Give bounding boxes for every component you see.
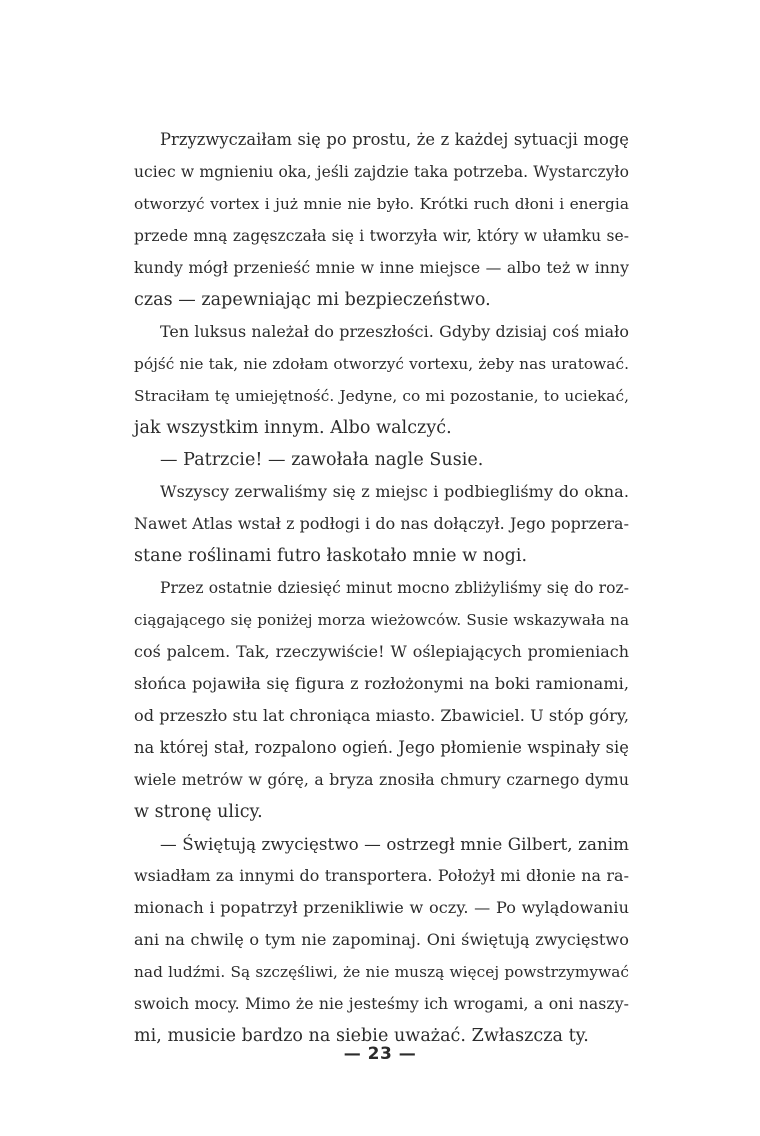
text-line: kundy mógł przenieść mnie w inne miejsce — albo też w inny (134, 258, 629, 277)
text-line: stane roślinami futro łaskotało mnie w nogi. (134, 546, 528, 566)
text-line: — Patrzcie! — zawołała nagle Susie. (160, 450, 484, 470)
text-line: Przez ostatnie dziesięć minut mocno zbliżyliśmy się do roz- (160, 579, 629, 597)
text-line: od przeszło stu lat chroniąca miasto. Zbawiciel. U stóp góry, (134, 706, 629, 725)
text-line: wsiadłam za innymi do transportera. Położył mi dłonie na ra- (134, 866, 629, 885)
text-line: pójść nie tak, nie zdołam otworzyć vortexu, żeby nas uratować. (134, 355, 629, 373)
text-line: swoich mocy. Mimo że nie jesteśmy ich wrogami, a oni naszy- (134, 994, 629, 1013)
text-line: jak wszystkim innym. Albo walczyć. (134, 418, 452, 438)
text-line: w stronę ulicy. (134, 802, 263, 822)
text-line: na której stał, rozpalono ogień. Jego płomienie wspinały się (134, 738, 629, 757)
text-line: — Świętują zwycięstwo — ostrzegł mnie Gilbert, zanim (160, 834, 629, 854)
text-line: wiele metrów w górę, a bryza znosiła chmury czarnego dymu (134, 770, 629, 789)
page-number: — 23 — (343, 1044, 417, 1064)
text-line: coś palcem. Tak, rzeczywiście! W oślepiających promieniach (134, 642, 629, 661)
text-line: ani na chwilę o tym nie zapominaj. Oni świętują zwycięstwo (134, 930, 629, 949)
text-line: otworzyć vortex i już mnie nie było. Krótki ruch dłoni i energia (134, 195, 629, 213)
text-line: uciec w mgnieniu oka, jeśli zajdzie taka potrzeba. Wystarczyło (134, 163, 629, 181)
body-text (134, 124, 629, 1052)
text-line: Wszyscy zerwaliśmy się z miejsc i podbiegliśmy do okna. (160, 482, 629, 501)
text-line: Nawet Atlas wstał z podłogi i do nas dołączył. Jego poprzera- (134, 514, 629, 533)
text-line: mionach i popatrzył przenikliwie w oczy. — Po wylądowaniu (134, 898, 629, 917)
text-line: Straciłam tę umiejętność. Jedyne, co mi pozostanie, to uciekać, (134, 387, 629, 405)
text-line: słońca pojawiła się figura z rozłożonymi na boki ramionami, (134, 674, 629, 693)
text-line: czas — zapewniając mi bezpieczeństwo. (134, 290, 491, 310)
text-line: ciągającego się poniżej morza wieżowców. Susie wskazywała na (134, 611, 629, 629)
text-line: mi, musicie bardzo na siebie uważać. Zwłaszcza ty. (134, 1026, 589, 1046)
text-line: przede mną zagęszczała się i tworzyła wir, który w ułamku se- (134, 227, 629, 245)
text-line: Ten luksus należał do przeszłości. Gdyby dzisiaj coś miało (160, 322, 629, 341)
text-line: nad ludźmi. Są szczęśliwi, że nie muszą więcej powstrzymywać (134, 963, 629, 981)
text-line: Przyzwyczaiłam się po prostu, że z każdej sytuacji mogę (160, 130, 629, 149)
